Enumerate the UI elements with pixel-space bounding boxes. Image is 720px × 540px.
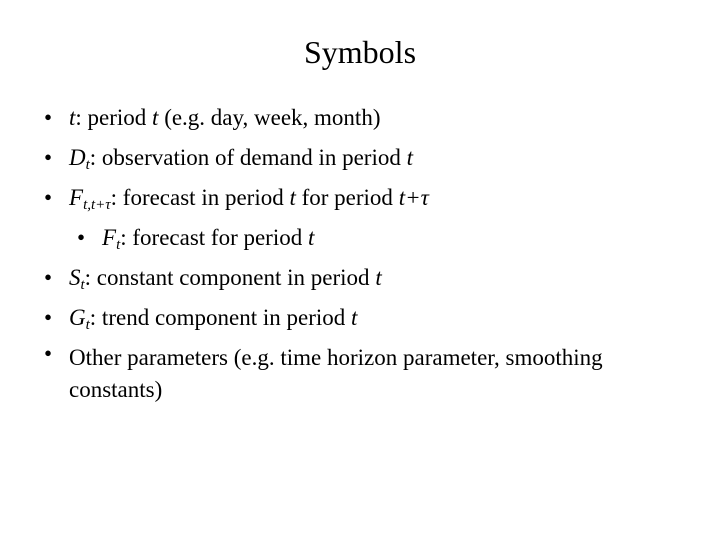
subscript: t: [116, 237, 121, 253]
description: Other parameters (e.g. time horizon parameter, smoothing constants): [69, 345, 603, 402]
variable: t: [289, 185, 296, 210]
description: : forecast for period: [120, 225, 308, 250]
description: : period: [75, 105, 153, 130]
variable: t: [406, 145, 413, 170]
list-item-forecast: [77, 218, 684, 258]
list-item-forecast-tau: [44, 178, 684, 218]
description: : observation of demand in period: [89, 145, 407, 170]
symbol-list: [44, 98, 684, 406]
list-item-constant: [44, 258, 684, 298]
description-suffix: (e.g. day, week, month): [158, 105, 381, 130]
description: : forecast in period: [110, 185, 290, 210]
symbol: G: [69, 305, 86, 330]
description-mid: for period: [295, 185, 399, 210]
subscript: t: [80, 277, 85, 293]
slide-title: Symbols: [303, 34, 417, 70]
symbol: D: [69, 145, 86, 170]
subscript: t,t+τ: [83, 197, 111, 213]
variable: t: [308, 225, 315, 250]
description: : trend component in period: [89, 305, 352, 330]
list-item-demand: [44, 138, 684, 178]
list-item-other-parameters: [44, 338, 684, 406]
list-item-period: [44, 98, 684, 138]
subscript: t: [85, 157, 90, 173]
variable: t: [351, 305, 358, 330]
symbol: F: [69, 185, 84, 210]
variable: t: [152, 105, 159, 130]
variable-2: t+τ: [398, 185, 429, 210]
description: : constant component in period: [84, 265, 376, 290]
subscript: t: [85, 317, 90, 333]
variable: t: [375, 265, 382, 290]
symbol: F: [102, 225, 117, 250]
list-item-trend: [44, 298, 684, 338]
symbol: t: [69, 105, 76, 130]
symbol: S: [69, 265, 81, 290]
